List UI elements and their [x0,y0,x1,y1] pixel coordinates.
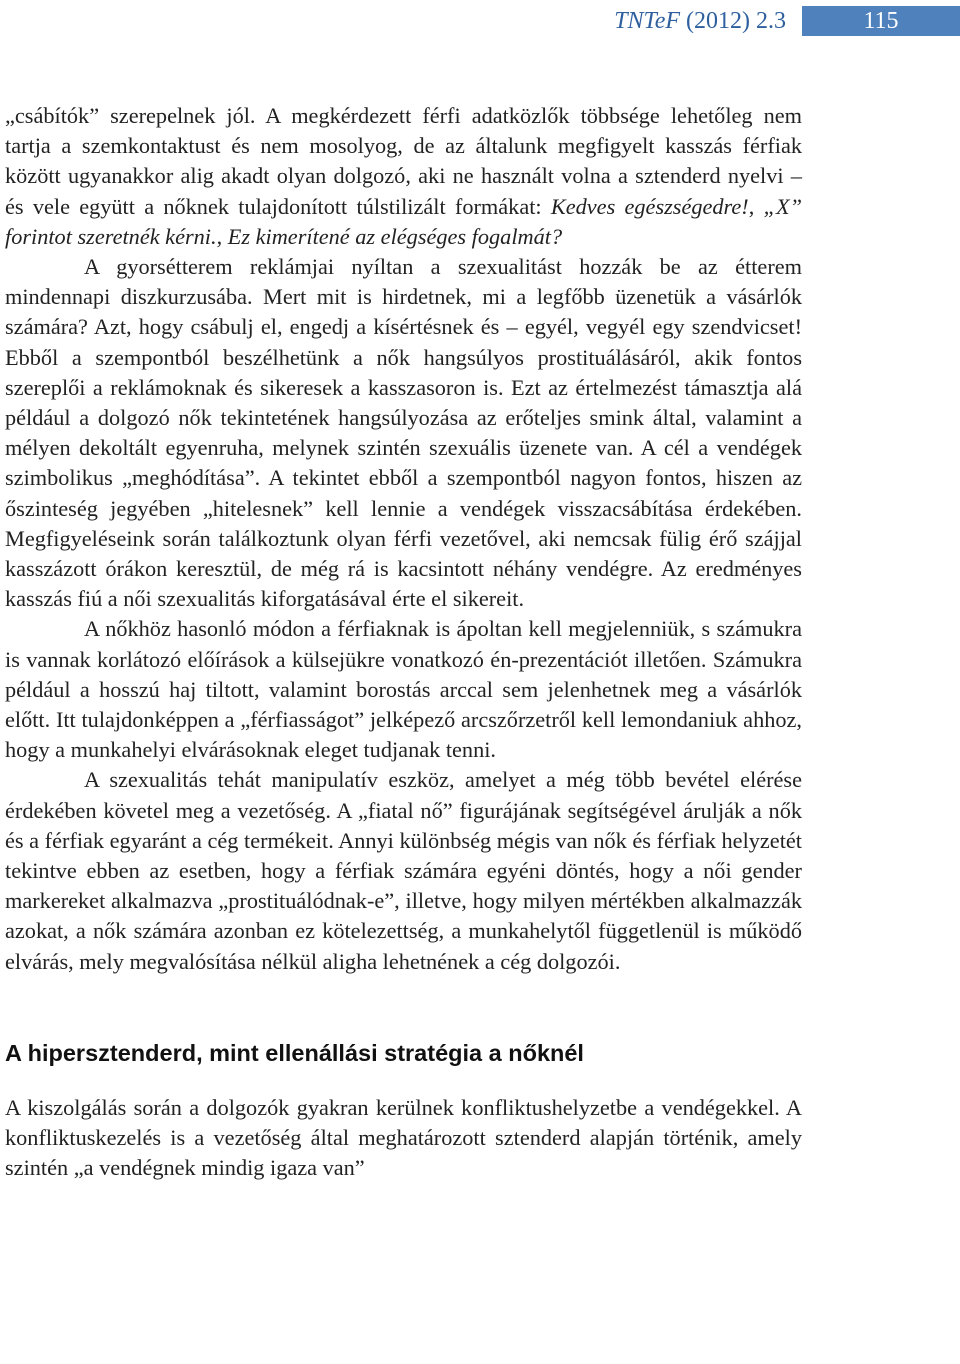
example-phrase-1: Kedves egészségedre! [550,193,749,219]
journal-reference [614,4,786,38]
paragraph-1-sep-b: , [216,223,228,249]
paragraph-5: A kiszolgálás során a dolgozók gyakran kerülnek konfliktushelyzetbe a vendégekkel. A konfliktuskezelés is a vezetőség által meghatározott sztenderd alapján történik, amely szintén „a vendégnek mindig igaza van” [5,1094,802,1181]
paragraph-2: A gyorsétterem reklámjai nyíltan a szexualitást hozzák be az étterem mindennapi diszkurzusába. Mert mit is hirdetnek, mi a legfőbb üzenetük a vásárlók számára? Azt, hogy csábulj el, engedj a kísértésnek és – egyél, vegyél egy szendvicset! Ebből a szempontból beszélhetünk a nők hangsúlyos prostituálásáról, akik fontos szereplői a reklámoknak és sikeresek a kasszasoron is. Ezt az értelmezést támasztja alá például a dolgozó nők tekintetének hangsúlyozása az erőteljes smink által, valamint a mélyen dekoltált egyenruha, melynek szintén szexuális üzenete van. A cél a vendégek szimbolikus „meghódítása”. A tekintet ebből a szempontból nagyon fontos, hiszen az őszinteség jegyében „hitelesnek” kell lennie a vendégek visszacsábítása érdekében. Megfigyeléseink során találkoztunk olyan férfi vezetővel, aki nemcsak fülig érő szájjal kasszázott órákon keresztül, de még rá is kacsintott néhány vendégre. Az eredményes kasszás fiú a női szexualitás kiforgatásával érte el sikereit. [5,254,802,612]
page-header [0,0,960,40]
paragraph-3: A nőkhöz hasonló módon a férfiaknak is ápoltan kell megjelenniük, s számukra is vannak korlátozó előírások a külsejükre vonatkozó én-prezentációt illetően. Számukra például a hosszú haj tiltott, valamint borostás arccal sem jelenhetnek meg a vásárlók előtt. Itt tulajdonképpen a „férfiasságot” jelképező arcszőrzetről kell lemondaniuk ahhoz, hogy a munkahelyi elvárásoknak eleget tudjanak tenni. [5,616,802,763]
journal-name: TNTeF [614,8,681,34]
article-body [5,101,802,1184]
paragraph-1-sep-a: , [748,193,764,219]
example-phrase-3: Ez kimerítené az elégséges fogalmát? [227,223,563,249]
journal-issue: (2012) 2.3 [680,8,786,34]
page-number: 115 [802,6,960,36]
section-heading: A hipersztenderd, mint ellenállási stratégia a nőknél [5,1039,584,1066]
paragraph-1-text-a: „csábítók” szerepelnek jól. A megkérdezett férfi adatközlők többsége lehetőleg nem tartja a szemkontaktust és nem mosolyog, de az általunk megfigyelt kasszás férfiak között ugyanakkor alig akadt olyan dolgozó, aki ne használt volna a sztenderd nyelvi – és vele együtt a nőknek tulajdonított túlstilizált formákat: [5,103,802,219]
example-phrase-2: „X” forintot szeretnék kérni. [5,193,802,249]
paragraph-1 [5,101,802,252]
paragraph-4: A szexualitás tehát manipulatív eszköz, amelyet a még több bevétel elérése érdekében követel meg a vezetőség. A „fiatal nő” figurájának segítségével árulják a nők és a férfiak egyaránt a cég termékeit. Annyi különbség mégis van nők és férfiak helyzetét tekintve ebben az esetben, hogy a férfiak számára egyéni döntés, hogy a női gender markereket alkalmazva „prostituálódnak-e”, illetve, hogy milyen mértékben alkalmazzák azokat, a nők számára azonban ez kötelezettség, a munkahelytől függetlenül is működő elvárás, mely megvalósítása nélkül aligha lehetnének a cég dolgozói. [5,767,802,974]
